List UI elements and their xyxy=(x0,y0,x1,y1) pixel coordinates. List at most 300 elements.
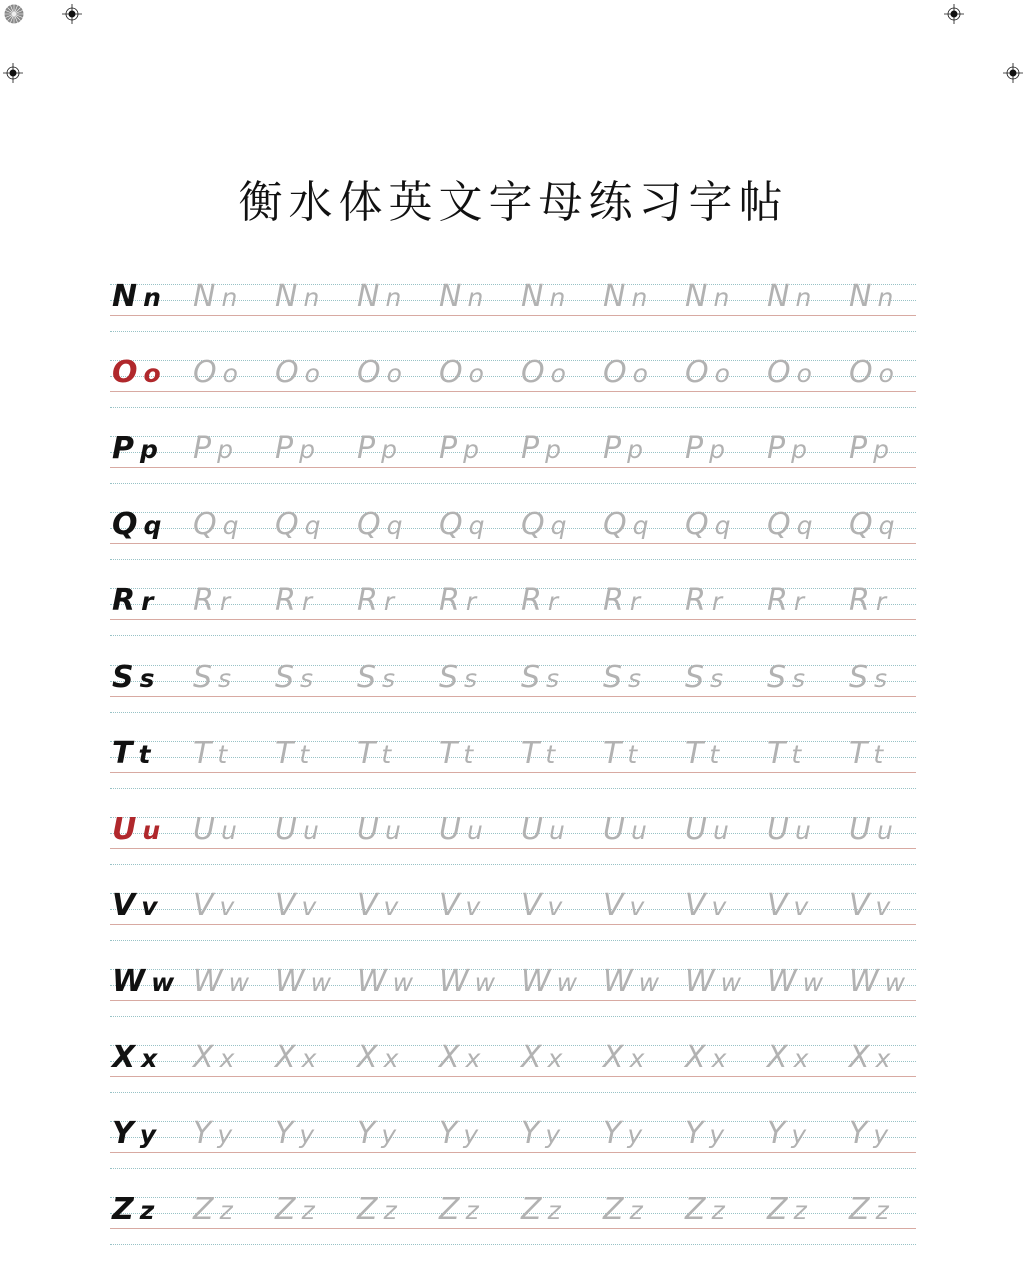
trace-letter-pair xyxy=(767,280,811,315)
letter-row xyxy=(110,659,916,713)
trace-letter-pair xyxy=(685,1117,724,1152)
uppercase-letter: V xyxy=(603,887,630,923)
lowercase-letter: s xyxy=(710,663,724,693)
lowercase-letter: y xyxy=(873,1120,889,1150)
trace-letter-pair xyxy=(275,356,320,391)
baseline xyxy=(110,543,916,544)
lowercase-letter: y xyxy=(299,1120,315,1150)
uppercase-letter: Z xyxy=(685,1192,712,1228)
page-title: 衡水体英文字母练习字帖 xyxy=(238,177,789,228)
uppercase-letter: X xyxy=(357,1040,384,1075)
baseline xyxy=(110,1076,916,1077)
uppercase-letter: V xyxy=(439,887,466,923)
trace-letter-pair xyxy=(439,813,483,848)
trace-letter-pair xyxy=(275,737,309,772)
lowercase-letter: r xyxy=(383,587,395,617)
lowercase-letter: q xyxy=(878,511,895,541)
trace-letter-pair xyxy=(357,965,413,1000)
uppercase-letter: X xyxy=(275,1040,302,1075)
uppercase-letter: X xyxy=(439,1040,466,1075)
uppercase-letter: W xyxy=(112,963,152,999)
lowercase-letter: w xyxy=(884,967,906,997)
trace-letter-pair xyxy=(275,1041,316,1076)
lowercase-letter: x xyxy=(141,1044,158,1073)
lowercase-letter: n xyxy=(877,283,894,312)
uppercase-letter: R xyxy=(275,583,302,619)
trace-letter-pair xyxy=(275,1117,314,1152)
trace-letter-pair xyxy=(275,661,313,696)
guide-line-dotted xyxy=(110,1244,916,1245)
lowercase-letter: y xyxy=(545,1120,561,1150)
trace-letter-pair xyxy=(767,889,808,924)
letter-row xyxy=(110,1192,916,1245)
uppercase-letter: P xyxy=(193,431,218,467)
uppercase-letter: R xyxy=(521,583,548,619)
uppercase-letter: S xyxy=(275,659,301,695)
uppercase-letter: U xyxy=(767,811,795,847)
model-letter-pair xyxy=(112,813,160,848)
guide-line-dotted xyxy=(110,788,916,789)
uppercase-letter: S xyxy=(357,659,383,695)
lowercase-letter: v xyxy=(219,891,235,921)
trace-letter-pair xyxy=(193,661,231,696)
letter-row xyxy=(110,431,916,484)
uppercase-letter: T xyxy=(767,735,792,771)
baseline xyxy=(110,1228,916,1229)
lowercase-letter: q xyxy=(550,511,567,541)
baseline xyxy=(110,467,916,468)
uppercase-letter: N xyxy=(112,279,144,314)
lowercase-letter: s xyxy=(218,663,232,693)
lowercase-letter: z xyxy=(301,1196,315,1226)
trace-letter-pair xyxy=(521,584,558,619)
uppercase-letter: Q xyxy=(521,507,551,543)
lowercase-letter: u xyxy=(712,815,729,845)
uppercase-letter: Q xyxy=(849,507,879,543)
trace-letter-pair xyxy=(767,1041,808,1076)
uppercase-letter: S xyxy=(112,659,140,695)
uppercase-letter: O xyxy=(112,355,144,391)
lowercase-letter: q xyxy=(222,511,239,541)
trace-letter-pair xyxy=(685,965,741,1000)
uppercase-letter: Q xyxy=(439,507,469,543)
uppercase-letter: O xyxy=(521,355,551,391)
lowercase-letter: u xyxy=(630,815,647,845)
trace-letter-pair xyxy=(193,356,238,391)
uppercase-letter: V xyxy=(767,887,794,923)
lowercase-letter: w xyxy=(720,967,742,997)
lowercase-letter: z xyxy=(219,1196,233,1226)
uppercase-letter: N xyxy=(521,279,550,314)
lowercase-letter: q xyxy=(386,511,403,541)
letter-row xyxy=(110,279,916,332)
uppercase-letter: V xyxy=(685,887,712,923)
trace-letter-pair xyxy=(439,1117,478,1152)
trace-letter-pair xyxy=(849,889,890,924)
trace-letter-pair xyxy=(603,584,640,619)
trace-letter-pair xyxy=(193,1193,233,1228)
lowercase-letter: o xyxy=(222,359,238,389)
uppercase-letter: R xyxy=(357,583,384,619)
trace-letter-pair xyxy=(685,1041,726,1076)
uppercase-letter: Q xyxy=(112,507,144,543)
trace-letter-pair xyxy=(521,661,559,696)
baseline xyxy=(110,391,916,392)
trace-letter-pair xyxy=(357,584,394,619)
lowercase-letter: z xyxy=(793,1196,807,1226)
trace-letter-pair xyxy=(193,1117,232,1152)
uppercase-letter: Q xyxy=(685,507,715,543)
uppercase-letter: P xyxy=(275,431,300,467)
trace-letter-pair xyxy=(521,280,565,315)
trace-letter-pair xyxy=(767,356,812,391)
lowercase-letter: u xyxy=(466,815,483,845)
lowercase-letter: p xyxy=(381,435,397,465)
lowercase-letter: w xyxy=(638,967,660,997)
model-letter-pair xyxy=(112,1041,157,1076)
uppercase-letter: N xyxy=(357,279,386,314)
uppercase-letter: Y xyxy=(275,1116,300,1152)
trace-letter-pair xyxy=(439,661,477,696)
lowercase-letter: q xyxy=(632,511,649,541)
lowercase-letter: s xyxy=(546,663,560,693)
uppercase-letter: Y xyxy=(603,1116,628,1152)
uppercase-letter: O xyxy=(275,355,305,391)
uppercase-letter: Y xyxy=(849,1116,874,1152)
uppercase-letter: Y xyxy=(685,1116,710,1152)
lowercase-letter: n xyxy=(221,283,238,312)
model-letter-pair xyxy=(112,584,153,619)
lowercase-letter: q xyxy=(143,511,162,541)
model-letter-pair xyxy=(112,508,161,543)
uppercase-letter: Z xyxy=(521,1192,548,1228)
trace-letter-pair xyxy=(849,432,889,467)
model-letter-pair xyxy=(112,1193,154,1228)
trace-letter-pair xyxy=(193,584,230,619)
model-letter-pair xyxy=(112,965,174,1000)
uppercase-letter: Z xyxy=(275,1192,302,1228)
uppercase-letter: X xyxy=(521,1040,548,1075)
lowercase-letter: u xyxy=(220,815,237,845)
trace-letter-pair xyxy=(521,813,565,848)
uppercase-letter: W xyxy=(193,963,229,999)
uppercase-letter: U xyxy=(112,811,143,847)
uppercase-letter: V xyxy=(357,887,384,923)
uppercase-letter: T xyxy=(357,735,382,771)
lowercase-letter: y xyxy=(139,1120,157,1150)
uppercase-letter: U xyxy=(357,811,385,847)
uppercase-letter: W xyxy=(275,963,311,999)
trace-letter-pair xyxy=(849,813,893,848)
lowercase-letter: r xyxy=(141,587,154,617)
letter-row xyxy=(110,963,916,1017)
trace-letter-pair xyxy=(275,1193,315,1228)
lowercase-letter: w xyxy=(474,967,496,997)
trace-letter-pair xyxy=(275,965,331,1000)
uppercase-letter: X xyxy=(767,1040,794,1075)
guide-line-dotted xyxy=(110,483,916,484)
uppercase-letter: O xyxy=(193,355,223,391)
lowercase-letter: y xyxy=(709,1120,725,1150)
lowercase-letter: p xyxy=(627,435,643,465)
trace-letter-pair xyxy=(685,508,731,543)
lowercase-letter: p xyxy=(299,435,315,465)
uppercase-letter: Y xyxy=(357,1116,382,1152)
guide-line-dotted xyxy=(110,407,916,408)
model-letter-pair xyxy=(112,432,158,467)
starburst-registration-icon xyxy=(4,4,24,24)
lowercase-letter: r xyxy=(629,587,641,617)
trace-letter-pair xyxy=(849,1193,889,1228)
lowercase-letter: w xyxy=(151,967,175,997)
trace-letter-pair xyxy=(357,1117,396,1152)
lowercase-letter: s xyxy=(464,663,478,693)
lowercase-letter: r xyxy=(875,587,887,617)
trace-letter-pair xyxy=(685,584,722,619)
lowercase-letter: z xyxy=(875,1196,889,1226)
uppercase-letter: Q xyxy=(275,507,305,543)
baseline xyxy=(110,848,916,849)
uppercase-letter: N xyxy=(685,279,714,314)
lowercase-letter: o xyxy=(386,359,402,389)
trace-letter-pair xyxy=(275,280,319,315)
model-letter-pair xyxy=(112,1117,156,1152)
uppercase-letter: O xyxy=(357,355,387,391)
uppercase-letter: R xyxy=(685,583,712,619)
trace-letter-pair xyxy=(193,889,234,924)
uppercase-letter: R xyxy=(849,583,876,619)
uppercase-letter: T xyxy=(439,735,464,771)
uppercase-letter: O xyxy=(603,355,633,391)
lowercase-letter: x xyxy=(711,1044,727,1073)
lowercase-letter: o xyxy=(714,359,730,389)
trace-letter-pair xyxy=(685,889,726,924)
lowercase-letter: t xyxy=(545,739,556,769)
uppercase-letter: P xyxy=(521,431,546,467)
lowercase-letter: x xyxy=(383,1044,399,1073)
crosshair-registration-icon xyxy=(1003,63,1023,83)
trace-letter-pair xyxy=(849,584,886,619)
uppercase-letter: W xyxy=(685,963,721,999)
trace-letter-pair xyxy=(849,1041,890,1076)
lowercase-letter: u xyxy=(384,815,401,845)
uppercase-letter: N xyxy=(275,279,304,314)
trace-letter-pair xyxy=(849,661,887,696)
trace-letter-pair xyxy=(439,356,484,391)
trace-letter-pair xyxy=(439,432,479,467)
lowercase-letter: o xyxy=(304,359,320,389)
letter-row xyxy=(110,355,916,408)
uppercase-letter: Q xyxy=(603,507,633,543)
lowercase-letter: r xyxy=(711,587,723,617)
lowercase-letter: v xyxy=(383,891,399,921)
trace-letter-pair xyxy=(767,965,823,1000)
uppercase-letter: W xyxy=(849,963,885,999)
model-letter-pair xyxy=(112,280,161,315)
lowercase-letter: t xyxy=(873,739,884,769)
uppercase-letter: Z xyxy=(357,1192,384,1228)
trace-letter-pair xyxy=(275,584,312,619)
lowercase-letter: n xyxy=(143,283,161,312)
trace-letter-pair xyxy=(685,432,725,467)
lowercase-letter: o xyxy=(632,359,648,389)
uppercase-letter: S xyxy=(603,659,629,695)
trace-letter-pair xyxy=(193,965,249,1000)
lowercase-letter: s xyxy=(874,663,888,693)
lowercase-letter: r xyxy=(793,587,805,617)
lowercase-letter: o xyxy=(550,359,566,389)
trace-letter-pair xyxy=(357,280,401,315)
baseline xyxy=(110,315,916,316)
lowercase-letter: p xyxy=(873,435,889,465)
uppercase-letter: U xyxy=(685,811,713,847)
uppercase-letter: S xyxy=(685,659,711,695)
uppercase-letter: T xyxy=(849,735,874,771)
uppercase-letter: T xyxy=(112,735,139,771)
uppercase-letter: S xyxy=(767,659,793,695)
baseline xyxy=(110,1000,916,1001)
uppercase-letter: W xyxy=(603,963,639,999)
uppercase-letter: W xyxy=(439,963,475,999)
lowercase-letter: v xyxy=(301,891,317,921)
trace-letter-pair xyxy=(439,584,476,619)
uppercase-letter: W xyxy=(357,963,393,999)
lowercase-letter: r xyxy=(219,587,231,617)
trace-letter-pair xyxy=(603,508,649,543)
uppercase-letter: W xyxy=(521,963,557,999)
trace-letter-pair xyxy=(849,280,893,315)
lowercase-letter: t xyxy=(627,739,638,769)
uppercase-letter: P xyxy=(767,431,792,467)
trace-letter-pair xyxy=(275,889,316,924)
uppercase-letter: W xyxy=(767,963,803,999)
lowercase-letter: z xyxy=(629,1196,643,1226)
uppercase-letter: R xyxy=(767,583,794,619)
letter-row xyxy=(110,507,916,560)
trace-letter-pair xyxy=(767,1193,807,1228)
uppercase-letter: O xyxy=(849,355,879,391)
uppercase-letter: T xyxy=(275,735,300,771)
uppercase-letter: R xyxy=(193,583,220,619)
crosshair-registration-icon xyxy=(3,63,23,83)
guide-line-dotted xyxy=(110,712,916,713)
lowercase-letter: z xyxy=(139,1196,155,1226)
lowercase-letter: n xyxy=(385,283,402,312)
uppercase-letter: S xyxy=(193,659,219,695)
lowercase-letter: t xyxy=(381,739,392,769)
trace-letter-pair xyxy=(357,432,397,467)
lowercase-letter: u xyxy=(876,815,893,845)
lowercase-letter: t xyxy=(217,739,228,769)
lowercase-letter: r xyxy=(301,587,313,617)
trace-letter-pair xyxy=(767,508,813,543)
lowercase-letter: o xyxy=(878,359,894,389)
uppercase-letter: P xyxy=(685,431,710,467)
trace-letter-pair xyxy=(357,1041,398,1076)
uppercase-letter: X xyxy=(193,1040,220,1075)
trace-letter-pair xyxy=(521,965,577,1000)
lowercase-letter: p xyxy=(545,435,561,465)
lowercase-letter: r xyxy=(465,587,477,617)
trace-letter-pair xyxy=(521,432,561,467)
uppercase-letter: V xyxy=(521,887,548,923)
baseline xyxy=(110,1152,916,1153)
lowercase-letter: p xyxy=(463,435,479,465)
trace-letter-pair xyxy=(439,508,485,543)
model-letter-pair xyxy=(112,889,158,924)
lowercase-letter: x xyxy=(547,1044,563,1073)
lowercase-letter: x xyxy=(629,1044,645,1073)
lowercase-letter: z xyxy=(711,1196,725,1226)
uppercase-letter: U xyxy=(849,811,877,847)
lowercase-letter: v xyxy=(141,891,158,921)
trace-letter-pair xyxy=(193,813,237,848)
uppercase-letter: P xyxy=(357,431,382,467)
trace-letter-pair xyxy=(193,432,233,467)
trace-letter-pair xyxy=(357,1193,397,1228)
letter-row xyxy=(110,583,916,636)
trace-letter-pair xyxy=(849,1117,888,1152)
model-letter-pair xyxy=(112,356,161,391)
trace-letter-pair xyxy=(275,508,321,543)
lowercase-letter: w xyxy=(802,967,824,997)
guide-line-dotted xyxy=(110,1168,916,1169)
guide-line-dotted xyxy=(110,864,916,865)
uppercase-letter: P xyxy=(603,431,628,467)
trace-letter-pair xyxy=(603,889,644,924)
lowercase-letter: q xyxy=(468,511,485,541)
lowercase-letter: y xyxy=(463,1120,479,1150)
trace-letter-pair xyxy=(521,1117,560,1152)
guide-line-dotted xyxy=(110,1016,916,1017)
uppercase-letter: U xyxy=(521,811,549,847)
letter-row xyxy=(110,887,916,941)
lowercase-letter: t xyxy=(138,739,151,769)
lowercase-letter: p xyxy=(217,435,233,465)
trace-letter-pair xyxy=(685,813,729,848)
trace-letter-pair xyxy=(603,280,647,315)
uppercase-letter: Z xyxy=(193,1192,220,1228)
lowercase-letter: y xyxy=(217,1120,233,1150)
lowercase-letter: w xyxy=(392,967,414,997)
uppercase-letter: Y xyxy=(767,1116,792,1152)
guide-line-dotted xyxy=(110,940,916,941)
letter-row xyxy=(110,735,916,789)
trace-letter-pair xyxy=(603,661,641,696)
uppercase-letter: N xyxy=(849,279,878,314)
lowercase-letter: t xyxy=(709,739,720,769)
uppercase-letter: T xyxy=(685,735,710,771)
uppercase-letter: U xyxy=(275,811,303,847)
lowercase-letter: w xyxy=(556,967,578,997)
lowercase-letter: n xyxy=(467,283,484,312)
uppercase-letter: Y xyxy=(521,1116,546,1152)
uppercase-letter: R xyxy=(112,583,142,619)
trace-letter-pair xyxy=(849,737,883,772)
trace-letter-pair xyxy=(521,889,562,924)
guide-line-dotted xyxy=(110,635,916,636)
uppercase-letter: X xyxy=(112,1040,142,1075)
lowercase-letter: n xyxy=(795,283,812,312)
uppercase-letter: V xyxy=(275,887,302,923)
baseline xyxy=(110,696,916,697)
uppercase-letter: Z xyxy=(112,1192,140,1228)
baseline xyxy=(110,772,916,773)
uppercase-letter: P xyxy=(112,431,140,467)
lowercase-letter: p xyxy=(140,435,158,465)
uppercase-letter: O xyxy=(685,355,715,391)
lowercase-letter: o xyxy=(796,359,812,389)
